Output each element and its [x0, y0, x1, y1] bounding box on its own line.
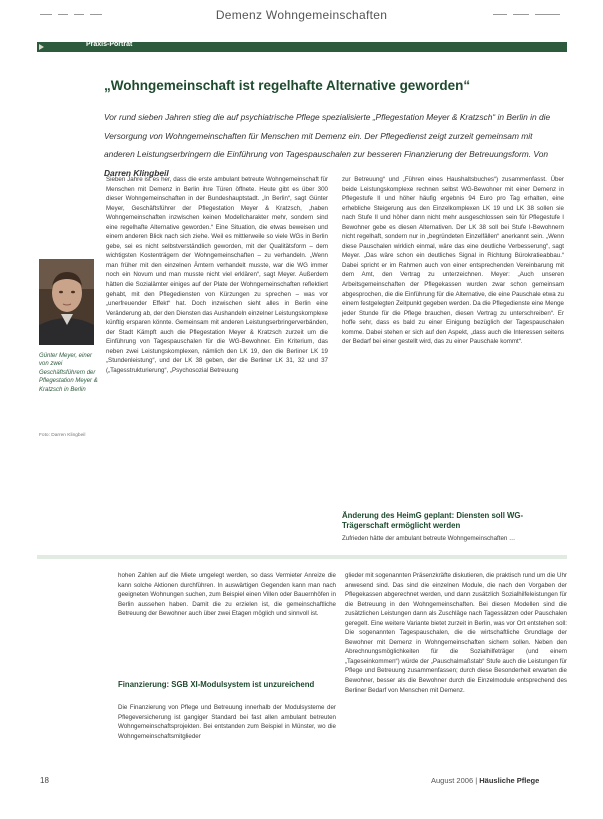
subheading-heimg: Änderung des HeimG geplant: Diensten soll WG-Trägerschaft ermöglicht werden	[342, 511, 524, 530]
footer-separator: |	[475, 776, 478, 785]
body-column-lower-left-continued: Die Finanzierung von Pflege und Betreuung innerhalb der Modulsysteme der Pflegeversicherung ist gangiger Standard bei fast allen ambulant betreuten Wohngemeinschaftsprojekten. Bei entstanden zum Beispiel in Münster, wo die Wohngemeinschaftsmitglieder	[118, 704, 336, 740]
header-rule	[513, 14, 529, 15]
subheading-finanzierung: Finanzierung: SGB XI-Modulsystem ist unzureichend	[118, 680, 315, 689]
body-column-right-continued: Zufrieden hätte der ambulant betreute Wohngemeinschaften …	[342, 535, 516, 542]
rubric-bar	[37, 42, 567, 52]
author-name: Darren Klingbeil	[104, 167, 169, 178]
photo-caption: Günter Meyer, einer von zwei Geschäftsführern der Pflegestation Meyer & Kratzsch in Berlin	[39, 353, 98, 393]
article-headline: „Wohngemeinschaft ist regelhafte Alternative geworden“	[104, 78, 471, 93]
rubric-label: Praxis-Porträt	[86, 41, 133, 48]
body-column-right: zur Betreuung“ und „Führen eines Haushaltsbuches“) zusammenfasst. Über beide Leistungskomplexe rechnen selbst WG-Bewohner mit einer Demenz in Pflegestufe II und höher häufig ergebnis 94 Euro pro Tag erhalten, eine erhebliche Steigerung aus den Einzelkomplexen LK 19 und LK 38 sollen sie nach Stufe II und höher dann nicht mehr ausgeschlossen sein für Pflegestufe I Bewohner gebe es diesen Alternativen. Der LK 38 soll bei Stufe I-Bewohnern nicht regelhaft, sondern nur in „begründeten Einzelfällen“ anerkannt sein. „Wenn diese Pauschalen wirklich einmal, wäre das eine deutliche Verbesserung“, sagt Meyer. „Das wäre schon ein deutliches Signal in Richtung Bürokratieabbau.“ Dabei spricht er im Rahmen auch von einer entsprechenden Vereinbarung mit dem Amt, den Vertrag zu unterzeichnen. Meyer: „Auch unseren Arbeitsgemeinschaften der Pflegekassen wurden zwar schon gemeinsam abgesprochen, die die Einführung für die Alternative, die eine Pauschale etwa zu einem festgelegten Zeitpunkt gegeben werden. Da die Pflegedienste eine Menge jeder Stunde für die Pflege brauchen, diesen Vertrag zu unterschreiben“. Er hoffe sehr, dass es bald zu einer Einigung bezüglich der Tagespauschalen komme. Dabei stehen er sich auf den Aspekt, „dass auch die Interessen seitens der Bedarf bei einer gestellt wird, das zu einer Pauschale kommt“.	[342, 176, 564, 346]
triangle-icon	[39, 44, 44, 50]
body-column-lower-left: hohen Zahlen auf die Miete umgelegt werden, so dass Vermieter Anreize die kann solche Aktionen durchführen. In auswärtigen Gegenden kann man nach geeigneten Wohnungen suchen, zum Beispiel einen Villen oder Bauernhöfen in Berlin aussehen haben. Damit die zu erzielen ist, die gemeinschaftliche Betreuung der Bewohner auch über zwei Etagen möglich und sinnvoll ist.	[118, 572, 336, 618]
footer-issue	[431, 776, 539, 785]
article-intro	[104, 108, 562, 182]
body-column-lower-right: glieder mit sogenannten Präsenzkräfte diskutieren, die praktisch rund um die Uhr anwesend sind. Das sind die einzelnen Module, die nach den Vorgaben der Pflegekassen abgerechnet werden, und dann zusätzlich Sozialhilfeleistungen für die Betreuung in den Wohngemeinschaften. Bei diesen Modellen sind die zusätzlichen Leistungen dann als Zuschläge nach Tagessätzen oder Pauschalen geregelt. Eine weitere Variante bietet zurzeit in Berlin, was vor Ort entstehen soll: Die sogenannten Tagespauschalen, die die wirtschaftliche Grundlage der Bewohner mit Demenz in Wohngemeinschaften sichern sollen. Neben den Abrechnungsmöglichkeiten für die Sozialhilfeträger (und einem „Tageseinkommen“) würde der „Pauschalmaßstab“ Stufe auch die Leistungen für Pflege und Betreuung zusammenfassen; durch diese Besonderheit erwarten die Bewohner, besser als die Bewohner durch die Einzelmodule entsprechend des Berliner Bedarf von Menschen mit Demenz.	[345, 572, 567, 694]
running-header: Demenz Wohngemeinschaften	[215, 8, 388, 22]
footer-date: August 2006	[431, 776, 474, 785]
footer-magazine: Häusliche Pflege	[479, 776, 540, 785]
photo-credit: Foto: Darren Klingbeil	[39, 433, 86, 438]
portrait-image	[39, 259, 94, 345]
portrait-photo	[39, 259, 94, 345]
intro-text: Vor rund sieben Jahren stieg die auf psychiatrische Pflege spezialisierte „Pflegestation Meyer & Kratzsch“ in Berlin in die Versorgung von Wohngemeinschaften für Menschen mit Demenz ein. Der Pflegedienst zeigt zurzeit gemeinsam mit anderen Leistungserbringern die Einführung von Tagespauschalen zur besseren Finanzierung der Betreuungsform. Von	[104, 112, 551, 159]
page-number: 18	[40, 776, 49, 785]
header-rule	[493, 14, 507, 15]
box-divider	[37, 555, 567, 559]
body-column-left: Sieben Jahre ist es her, dass die erste ambulant betreute Wohngemeinschaft für Menschen mit Demenz in Berlin ihre Türen öffnete. Heute gibt es über 300 dieser Wohngemeinschaften in der Bundeshauptstadt. „In Berlin“, sagt Günter Meyer, Geschäftsführer der Pflegestation Meyer & Kratzsch, „haben Wohngemeinschaften inzwischen keinen Modellcharakter mehr, sondern sind eine regelhafte Alternative geworden.“ Eine Situation, die etwas beweisen und einem anderen Blick nach sich ziehe. Weil es mittlerweile so viele WGs in Berlin gebe, sei es nicht selbstverständlich geworden, mit der Qualitätsform – dem wichtigsten Kostenträgern der Wohngemeinschaften – zu verhandeln. „Wenn man früher mit den einzelnen Ämtern verhandelt musste, war die WG immer noch ein Novum und man musste nicht viel erklären“, sagt Meyer. Außerdem hätten die Sozialämter einiges auf der Plate der Wohngemeinschaften reflektiert gehabt, mit den Pflegediensten von Kürzungen zu sprechen – was vor „unerfreuender Effekt“ hat. Doch inzwischen sieht alles in Berlin eine Veränderung ab, der den Diensten das Aushandeln einzelner Leistungskomplexe künftig ersparen könnte. Gemeinsam mit anderen Leistungserbringerverbänden, der Stadt Kämpft auch die Pflegestation Meyer & Kratzsch zurzeit um die Einführung von Tagespauschalen für die WG-Bewohner. Ein Kriterium, das neben zwei Leistungskomplexen, nämlich den LK 19, den die Berliner LK 19 „Stundenleistung“, und der LK 38 geben, der die Berliner LK 31, 32 und 37 („Tagesstrukturierung“, „Psychosozial Betreuung	[106, 176, 328, 374]
header-rule	[535, 14, 560, 15]
